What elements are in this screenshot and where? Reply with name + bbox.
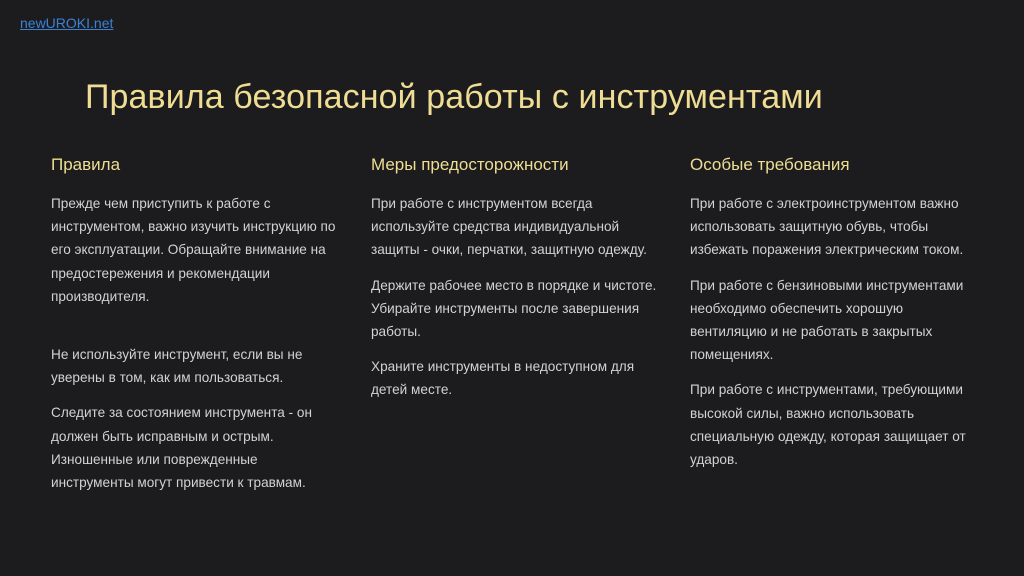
column-body-precautions [371, 192, 661, 402]
column-heading-special-requirements: Особые требования [690, 155, 850, 174]
column-heading-rules: Правила [51, 155, 121, 174]
slide-title: Правила безопасной работы с инструментами [85, 78, 823, 116]
paragraph: Не используйте инструмент, если вы не уверены в том, как им пользоваться. [51, 347, 303, 386]
site-link[interactable]: newUROKI.net [20, 15, 114, 31]
column-precautions [371, 154, 661, 414]
column-body-special-requirements [690, 192, 980, 471]
paragraph: Держите рабочее место в порядке и чистоте. Убирайте инструменты после завершения работы. [371, 277, 657, 340]
column-body-rules [51, 192, 341, 494]
paragraph: При работе с инструментами, требующими высокой силы, важно использовать специальную одежду, которая защищает от ударов. [690, 382, 966, 468]
paragraph: При работе с бензиновыми инструментами необходимо обеспечить хорошую вентиляцию и не работать в закрытых помещениях. [690, 277, 964, 363]
paragraph: Следите за состоянием инструмента - он должен быть исправным и острым. Изношенные или поврежденные инструменты могут привести к травмам. [51, 405, 312, 491]
column-heading-precautions: Меры предосторожности [371, 155, 569, 174]
paragraph: Прежде чем приступить к работе с инструментом, важно изучить инструкцию по его эксплуатации. Обращайте внимание на предостережения и рекомендации производителя. [51, 196, 336, 304]
paragraph: При работе с инструментом всегда используйте средства индивидуальной защиты - очки, перчатки, защитную одежду. [371, 196, 647, 258]
column-rules [51, 154, 341, 506]
paragraph: Храните инструменты в недоступном для детей месте. [371, 359, 635, 398]
column-special-requirements [690, 154, 980, 483]
paragraph: При работе с электроинструментом важно использовать защитную обувь, чтобы избежать поражения электрическим током. [690, 196, 964, 258]
